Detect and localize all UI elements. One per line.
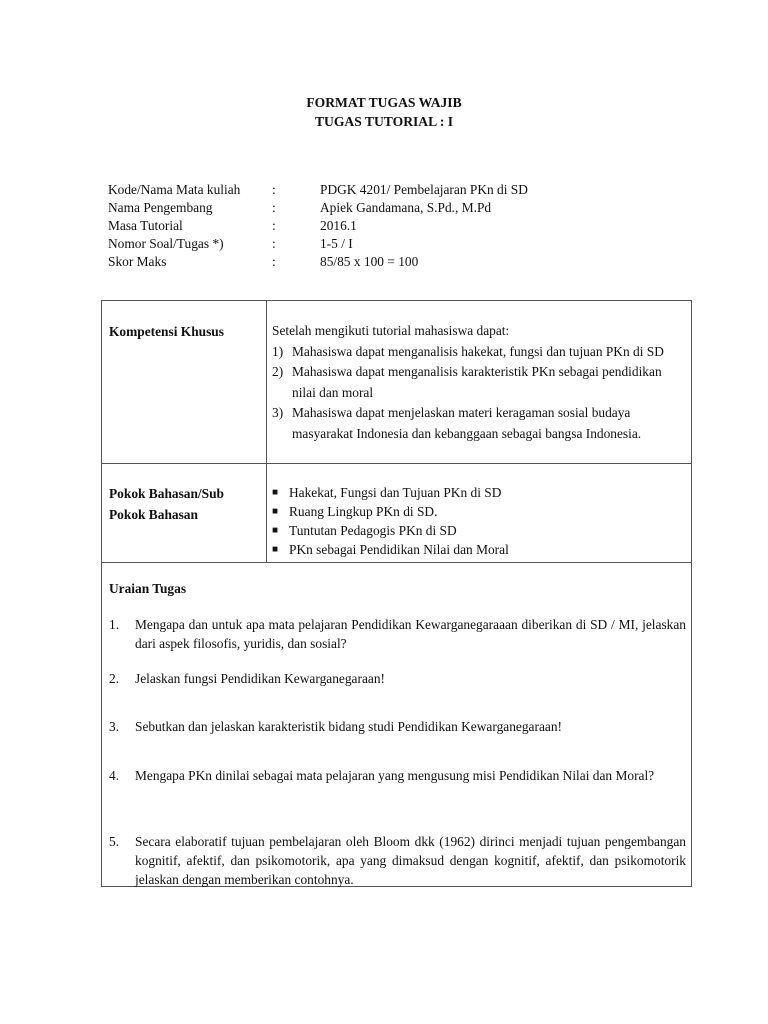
list-item-text: Mahasiswa dapat menganalisis karakteristik PKn sebagai pendidikan nilai dan moral [292, 364, 662, 400]
task-table [101, 300, 692, 887]
info-colon: : [272, 218, 276, 233]
list-item-number: 2) [272, 364, 284, 379]
info-colon: : [272, 254, 276, 269]
square-bullet-icon: ■ [272, 525, 279, 536]
task-number: 5. [109, 834, 120, 849]
task-text: Mengapa PKn dinilai sebagai mata pelajaran yang mengusung misi Pendidikan Nilai dan Moral? [135, 768, 655, 783]
list-item [272, 540, 686, 559]
task-item [109, 717, 686, 736]
uraian-title: Uraian Tugas [109, 581, 187, 596]
info-label: Masa Tutorial [108, 218, 183, 233]
info-colon: : [272, 200, 276, 215]
task-item [109, 832, 686, 889]
row-divider [102, 463, 691, 464]
list-item-number: 1) [272, 343, 284, 359]
square-bullet-icon: ■ [272, 487, 279, 498]
list-item [272, 342, 686, 363]
list-item [272, 362, 686, 403]
document-title: FORMAT TUGAS WAJIB [306, 95, 462, 110]
task-item [109, 615, 686, 653]
info-row-task-number [108, 235, 528, 253]
column-divider [266, 301, 267, 563]
kompetensi-content [272, 321, 686, 444]
task-text: Mengapa dan untuk apa mata pelajaran Pendidikan Kewarganegaraaan diberikan di SD / MI, jelaskan dari aspek filosofis, yuridis, dan sosial? [135, 617, 686, 651]
kompetensi-intro: Setelah mengikuti tutorial mahasiswa dapat: [272, 323, 510, 338]
square-bullet-icon: ■ [272, 544, 279, 555]
pokok-content [272, 483, 686, 559]
list-item-text: PKn sebagai Pendidikan Nilai dan Moral [289, 542, 509, 557]
list-item [272, 483, 686, 502]
task-text: Jelaskan fungsi Pendidikan Kewarganegaraan! [135, 671, 385, 686]
task-text: Sebutkan dan jelaskan karakteristik bidang studi Pendidikan Kewarganegaraan! [135, 719, 563, 734]
list-item-text: Ruang Lingkup PKn di SD. [289, 504, 438, 519]
pokok-label-line1: Pokok Bahasan/Sub [109, 486, 224, 501]
task-item [109, 766, 686, 785]
info-label: Skor Maks [108, 254, 167, 269]
list-item [272, 502, 686, 521]
task-item [109, 669, 686, 688]
info-label: Nama Pengembang [108, 200, 213, 215]
info-row-developer [108, 199, 528, 217]
info-row-course [108, 181, 528, 199]
info-value: 1-5 / I [320, 236, 353, 251]
list-item-text: Mahasiswa dapat menganalisis hakekat, fungsi dan tujuan PKn di SD [292, 343, 664, 359]
task-number: 3. [109, 719, 120, 734]
list-item-text: Tuntutan Pedagogis PKn di SD [289, 523, 457, 538]
list-item-text: Mahasiswa dapat menjelaskan materi keragaman sosial budaya masyarakat Indonesia dan kebanggaan sebagai bangsa Indonesia. [292, 405, 642, 441]
info-label: Nomor Soal/Tugas *) [108, 236, 224, 251]
info-row-period [108, 217, 528, 235]
list-item [272, 521, 686, 540]
course-info [108, 181, 528, 271]
document-subtitle: TUGAS TUTORIAL : I [314, 114, 454, 129]
list-item-text: Hakekat, Fungsi dan Tujuan PKn di SD [289, 485, 502, 500]
pokok-label [109, 484, 224, 524]
info-value: PDGK 4201/ Pembelajaran PKn di SD [320, 182, 528, 197]
info-value: Apiek Gandamana, S.Pd., M.Pd [320, 200, 492, 215]
row-divider [102, 562, 691, 563]
square-bullet-icon: ■ [272, 506, 279, 517]
pokok-label-line2: Pokok Bahasan [109, 507, 198, 522]
list-item [272, 403, 686, 444]
task-number: 1. [109, 617, 120, 632]
list-item-number: 3) [272, 405, 284, 420]
kompetensi-label: Kompetensi Khusus [109, 324, 224, 339]
info-row-max-score [108, 253, 528, 271]
info-label: Kode/Nama Mata kuliah [108, 182, 241, 197]
info-value: 2016.1 [320, 218, 357, 233]
info-colon: : [272, 236, 276, 251]
info-value: 85/85 x 100 = 100 [320, 254, 419, 269]
info-colon: : [272, 182, 276, 197]
task-number: 2. [109, 671, 120, 686]
task-number: 4. [109, 768, 120, 783]
task-text: Secara elaboratif tujuan pembelajaran oleh Bloom dkk (1962) dirinci menjadi tujuan pengembangan kognitif, afektif, dan psikomotorik, apa yang dimaksud dengan kognitif, afektif, dan psikomotorik jelaskan dengan memberikan contohnya. [135, 834, 686, 887]
